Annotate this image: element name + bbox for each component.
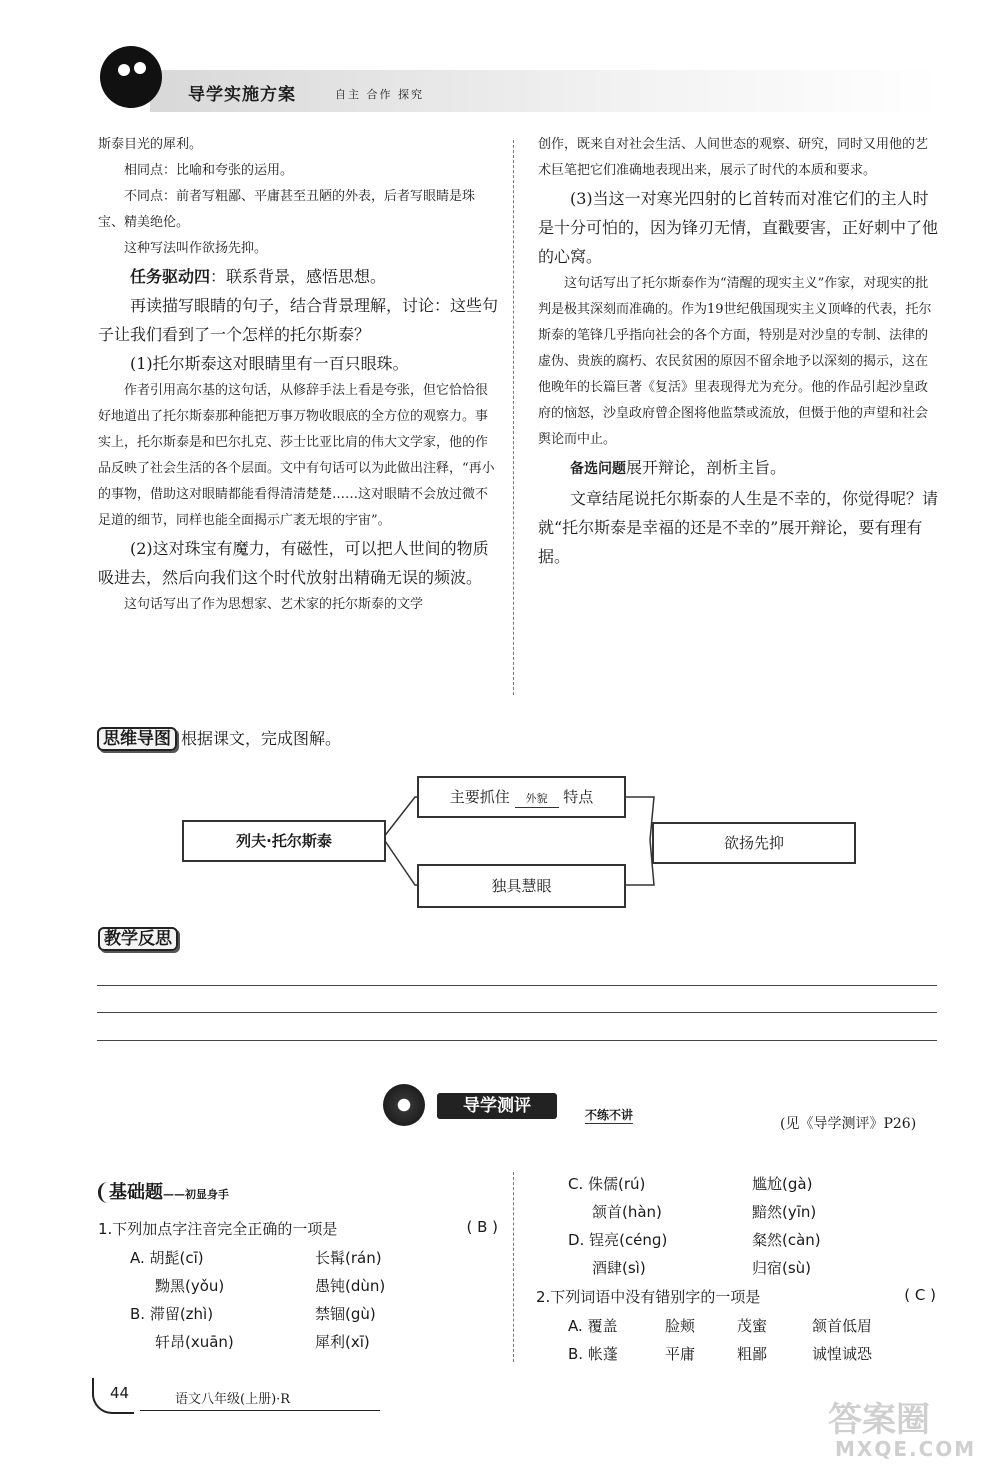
reflection-line-2 [97, 1012, 937, 1013]
test-banner-title: 导学测评 [437, 1093, 557, 1119]
mindmap-bottom-box: 独具慧眼 [417, 864, 626, 908]
left-p7: 作者引用高尔基的这句话，从修辞手法上看是夸张，但它恰恰很好地道出了托尔斯泰那种能把万事万物收眼底的全方位的观察力。事实上，托尔斯泰是和巴尔扎克、莎士比亚比肩的伟大文学家，他的作品反映了社会生活的各个层面。文中有句话可以为此做出注释，“再小的事物，借助这对眼睛都能看得清清楚楚……这对眼睛不会放过微不足道的细节，同样也能全面揭示广袤无垠的宇宙”。 [98, 383, 495, 528]
q1-answer: ( B ) [466, 1218, 498, 1236]
q2-B-3: 诚惶诚恐 [812, 1345, 873, 1363]
reflection-heading [98, 924, 178, 949]
footer-rule [140, 1410, 380, 1411]
alt-question-heading: 备选问题展开辩论，剖析主旨。 [570, 458, 787, 477]
task-heading: 任务驱动四：联系背景，感悟思想。 [130, 267, 387, 286]
q2-stem: 2.下列词语中没有错别字的一项是 [536, 1288, 761, 1306]
page-number: 44 [110, 1384, 130, 1402]
q1-C4: 黯然(yīn) [752, 1203, 817, 1221]
right-column [538, 132, 940, 571]
basic-title: 基础题 [98, 1182, 163, 1203]
q2-B-0: B. 帐蓬 [568, 1345, 618, 1363]
q1-B4: 犀利(xī) [315, 1333, 370, 1351]
q2-B-2: 粗鄙 [737, 1345, 768, 1363]
left-p8: (2)这对珠宝有魔力，有磁性，可以把人世间的物质吸进去，然后向我们这个时代放射出精确无误的频波。 [98, 539, 489, 587]
mindmap-fill-answer: 外貌 [515, 791, 559, 808]
left-p4: 这种写法叫作欲扬先抑。 [124, 241, 268, 256]
q1-A1: A. 胡髭(cī) [130, 1249, 204, 1267]
q1-B1: B. 滞留(zhì) [130, 1305, 214, 1323]
q1-A4: 愚钝(dùn) [315, 1277, 386, 1295]
right-p1: 创作，既来自对社会生活、人间世态的观察、研究，同时又用他的艺术巨笔把它们准确地表现出来，展示了时代的本质和要求。 [538, 137, 929, 178]
mindmap-instruction: 根据课文，完成图解。 [181, 729, 342, 748]
q1-B3: 轩昂(xuān) [155, 1333, 234, 1351]
q1-D3: 酒肆(sì) [592, 1259, 646, 1277]
footer-book: 语文八年级(上册)·R [175, 1392, 291, 1407]
left-p1: 斯泰目光的犀利。 [98, 137, 203, 152]
mindmap-right-box: 欲扬先抑 [652, 822, 856, 864]
swoosh-icon [383, 1084, 425, 1126]
left-p5: 再读描写眼睛的句子，结合背景理解，讨论：这些句子让我们看到了一个怎样的托尔斯泰？ [98, 296, 499, 344]
q2-A-0: A. 覆盖 [568, 1317, 618, 1335]
question-2 [536, 1286, 936, 1307]
q1-C3: 颔首(hàn) [592, 1203, 662, 1221]
mindmap-heading [97, 724, 341, 749]
reflection-line-1 [97, 985, 937, 986]
q1-C1: C. 侏儒(rú) [568, 1175, 646, 1193]
mascot-logo [100, 46, 162, 108]
q1-D2: 粲然(càn) [752, 1231, 821, 1249]
left-p2: 相同点：比喻和夸张的运用。 [124, 163, 294, 178]
right-p2: (3)当这一对寒光四射的匕首转而对准它们的主人时是十分可怕的，因为锋刃无情，直戳要害，正好刺中了他的心窝。 [538, 189, 939, 266]
q1-D4: 归宿(sù) [752, 1259, 812, 1277]
q1-D1: D. 锃亮(cénɡ) [568, 1231, 668, 1249]
q1-A3: 黝黑(yǒu) [155, 1277, 225, 1295]
question-1 [98, 1218, 498, 1239]
q2-A-1: 脸颊 [665, 1317, 696, 1335]
column-divider [513, 140, 514, 695]
basic-subtitle: ——初显身手 [163, 1188, 229, 1201]
q2-answer: ( C ) [904, 1286, 936, 1304]
q1-C2: 尴尬(gà) [752, 1175, 813, 1193]
q2-B-1: 平庸 [665, 1345, 696, 1363]
q2-A-3: 颔首低眉 [812, 1317, 873, 1335]
left-p3: 不同点：前者写粗鄙、平庸甚至丑陋的外表，后者写眼睛是珠宝、精美绝伦。 [98, 189, 476, 230]
test-banner [375, 1078, 665, 1128]
right-p3: 这句话写出了托尔斯泰作为“清醒的现实主义”作家，对现实的批判是极其深刻而准确的。作为19世纪俄国现实主义顶峰的代表，托尔斯泰的笔锋几乎指向社会的各个方面，特别是对沙皇的专制、法律的虚伪、贵族的腐朽、农民贫困的原因不留余地予以深刻的揭示，这在他晚年的长篇巨著《复活》里表现得尤为充分。他的作品引起沙皇政府的恼怒，沙皇政府曾企图将他监禁或流放，但慑于他的声望和社会舆论而中止。 [538, 276, 932, 447]
q2-A-2: 茂蜜 [737, 1317, 768, 1335]
watermark-url: MXQE.COM [835, 1437, 977, 1461]
left-column [98, 132, 500, 618]
test-banner-slogan: 不练不讲 [585, 1108, 634, 1122]
reflection-tag: 教学反思 [98, 927, 178, 951]
right-p4: 文章结尾说托尔斯泰的人生是不幸的，你觉得呢？请就“托尔斯泰是幸福的还是不幸的”展开辩论，要有理有据。 [538, 489, 939, 566]
q1-A2: 长髯(rán) [315, 1249, 382, 1267]
test-reference: (见《导学测评》P26) [780, 1116, 917, 1132]
left-p6: (1)托尔斯泰这对眼睛里有一百只眼珠。 [130, 354, 409, 373]
mindmap-top-box: 主要抓住 外貌 特点 [417, 776, 626, 818]
basic-heading [98, 1178, 229, 1204]
bottom-divider [513, 1172, 514, 1362]
reflection-line-3 [97, 1040, 937, 1041]
header-subtitle: 自主 合作 探究 [335, 88, 424, 101]
q1-stem: 1.下列加点字注音完全正确的一项是 [98, 1220, 338, 1238]
mindmap-center-box: 列夫·托尔斯泰 [182, 820, 386, 862]
watermark-text: 答案圈 [828, 1400, 930, 1440]
left-p9: 这句话写出了作为思想家、艺术家的托尔斯泰的文学 [124, 597, 424, 612]
header-title: 导学实施方案 [188, 85, 296, 105]
q1-B2: 禁锢(gù) [315, 1305, 376, 1323]
mindmap-tag: 思维导图 [97, 727, 177, 751]
